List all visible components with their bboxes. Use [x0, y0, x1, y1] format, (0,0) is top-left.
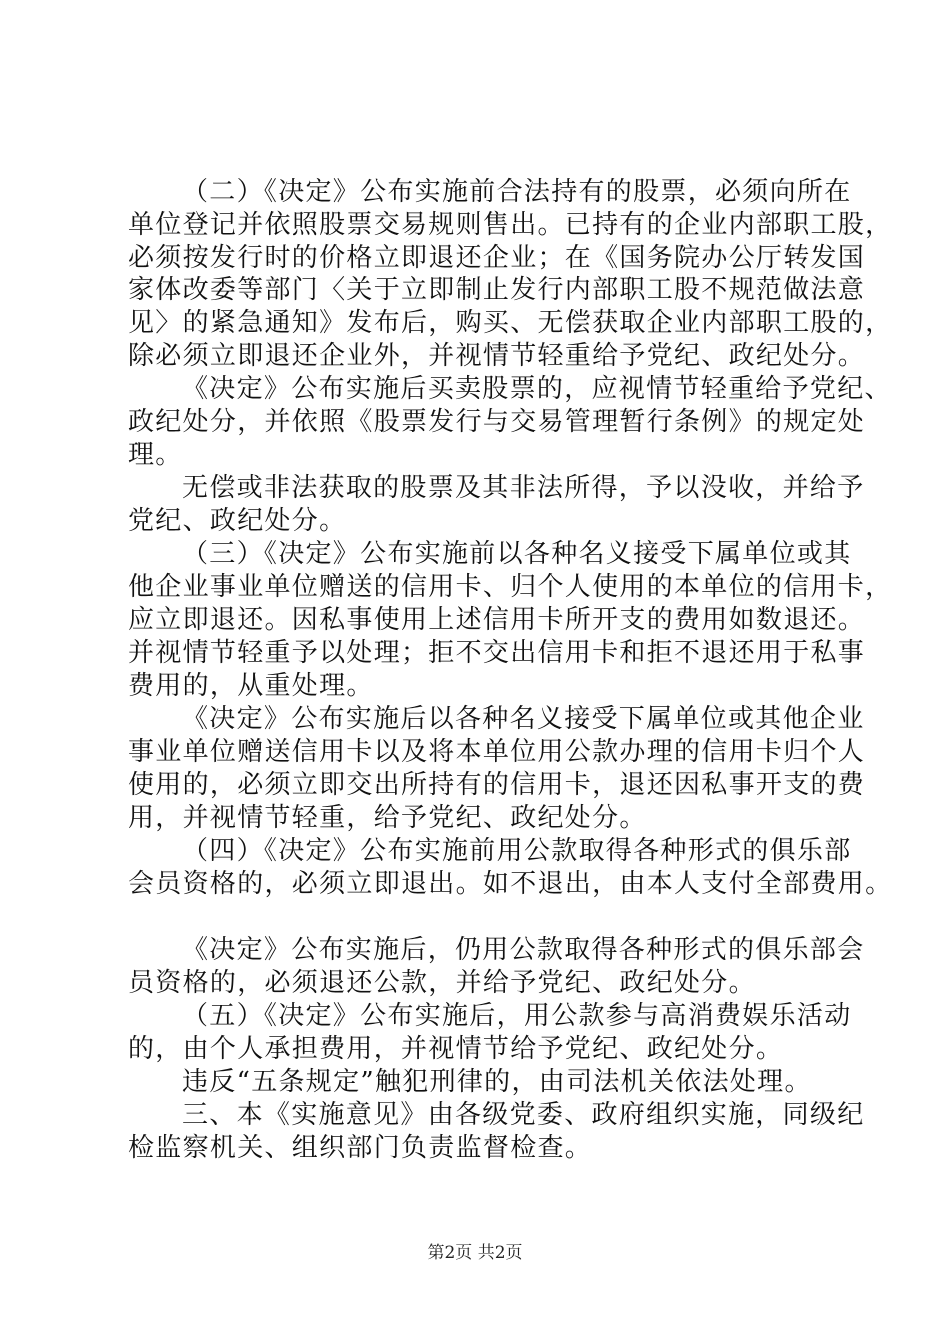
paragraph-line: 使用的，必须立即交出所持有的信用卡，退还因私事开支的费	[128, 770, 866, 800]
paragraph-line: 应立即退还。因私事使用上述信用卡所开支的费用如数退还。	[128, 605, 866, 635]
paragraph-line: 党纪、政纪处分。	[128, 506, 347, 536]
paragraph-line: 员资格的，必须退还公款，并给予党纪、政纪处分。	[128, 968, 756, 998]
paragraph-line: 无偿或非法获取的股票及其非法所得，予以没收，并给予	[182, 473, 865, 503]
paragraph-line: 事业单位赠送信用卡以及将本单位用公款办理的信用卡归个人	[128, 737, 866, 767]
paragraph-line: （二）《决定》公布实施前合法持有的股票，必须向所在	[182, 177, 852, 207]
paragraph-line: 会员资格的，必须立即退出。如不退出，由本人支付全部费用。	[128, 869, 893, 899]
paragraph-line: 家体改委等部门〈关于立即制止发行内部职工股不规范做法意	[128, 275, 866, 305]
paragraph-line: 《决定》公布实施后买卖股票的，应视情节轻重给予党纪、	[182, 374, 892, 404]
paragraph-line: 违反“五条规定”触犯刑律的，由司法机关依法处理。	[182, 1067, 812, 1097]
paragraph-line: （三）《决定》公布实施前以各种名义接受下属单位或其	[182, 539, 852, 569]
paragraph-line: 单位登记并依照股票交易规则售出。已持有的企业内部职工股，	[128, 210, 893, 240]
paragraph-line: 检监察机关、组织部门负责监督检查。	[128, 1133, 593, 1163]
paragraph-line: 《决定》公布实施后以各种名义接受下属单位或其他企业	[182, 704, 865, 734]
paragraph-line: 他企业事业单位赠送的信用卡、归个人使用的本单位的信用卡，	[128, 572, 893, 602]
paragraph-line: 用，并视情节轻重，给予党纪、政纪处分。	[128, 803, 647, 833]
paragraph-line: 三、本《实施意见》由各级党委、政府组织实施，同级纪	[182, 1100, 865, 1130]
paragraph-line: 见〉的紧急通知》发布后，购买、无偿获取企业内部职工股的，	[128, 308, 893, 338]
paragraph-line: 的，由个人承担费用，并视情节给予党纪、政纪处分。	[128, 1034, 784, 1064]
paragraph-line: 费用的，从重处理。	[128, 671, 374, 701]
paragraph-line: （四）《决定》公布实施前用公款取得各种形式的俱乐部	[182, 836, 852, 866]
paragraph-line: 理。	[128, 440, 183, 470]
paragraph-line: 并视情节轻重予以处理；拒不交出信用卡和拒不退还用于私事	[128, 638, 866, 668]
paragraph-line: 《决定》公布实施后，仍用公款取得各种形式的俱乐部会	[182, 935, 865, 965]
paragraph-line: 除必须立即退还企业外，并视情节轻重给予党纪、政纪处分。	[128, 341, 866, 371]
page-number-footer: 第2页 共2页	[427, 1243, 523, 1263]
paragraph-line: （五）《决定》公布实施后，用公款参与高消费娱乐活动	[182, 1001, 852, 1031]
paragraph-line: 政纪处分，并依照《股票发行与交易管理暂行条例》的规定处	[128, 407, 866, 437]
paragraph-line: 必须按发行时的价格立即退还企业；在《国务院办公厅转发国	[128, 243, 866, 273]
